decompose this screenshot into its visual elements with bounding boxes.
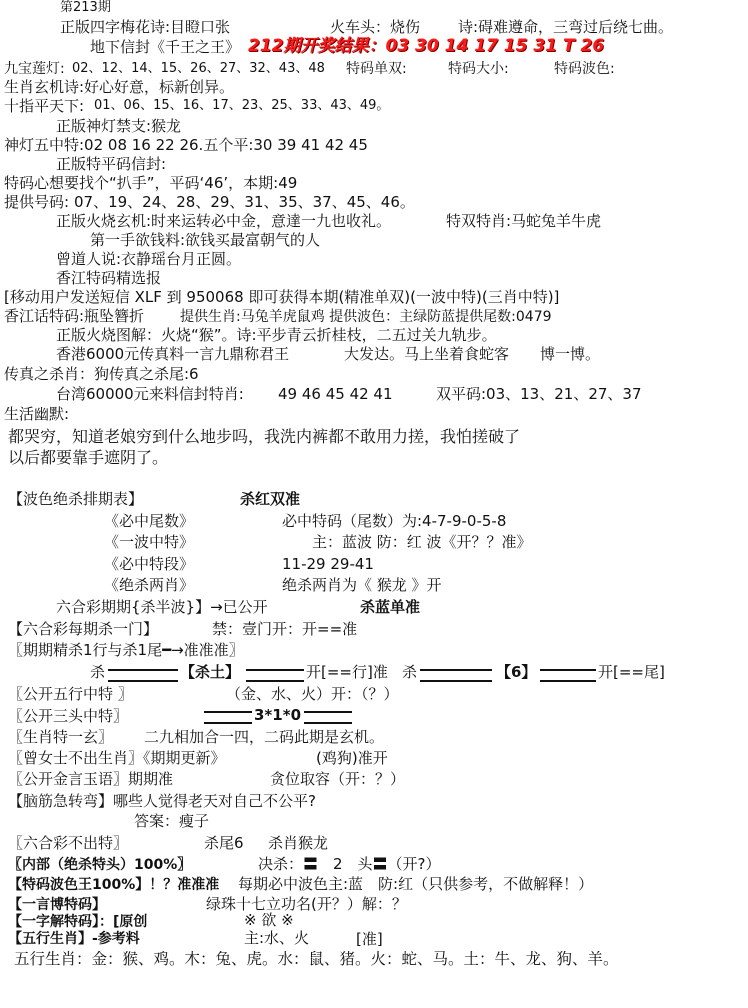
double-rule-5: [204, 711, 252, 724]
first-hand-material: 第一手欲钱料:欲钱买最富朝气的人: [90, 231, 321, 249]
lottery-result-banner: 212期开奖结果：03 30 14 17 15 31 T 26: [248, 36, 605, 56]
kill-text-a: 杀: [90, 663, 106, 681]
one-word-label: 【一言博特码】: [8, 897, 106, 913]
hongkong-fax-3: 博一博。: [540, 345, 601, 363]
special-big-small: 特码大小:: [448, 61, 509, 77]
no-special-label: 〖六合彩不出特〗: [8, 834, 129, 852]
one-wave-label: 《一波中特》: [104, 533, 195, 551]
provided-numbers-label: 提供号码:: [4, 193, 70, 211]
kill-blue-tag: 杀蓝单准: [360, 598, 421, 616]
three-head-value: 3*1*0: [254, 706, 301, 724]
double-rule-6: [304, 711, 352, 724]
hongkong-fax-2: 大发达。马上坐着食蛇客: [344, 345, 510, 363]
kill-one-gate-label: 【六合彩每期杀一门】: [8, 620, 159, 638]
provided-numbers: 07、19、24、28、29、31、35、37、45、46。: [74, 193, 415, 211]
fax-kill: 传真之杀肖：狗传真之杀尾:6: [4, 365, 199, 383]
sacred-lamp-forbidden: 正版神灯禁支:猴龙: [56, 117, 182, 135]
kill-earth: 【杀土】: [180, 663, 241, 681]
nine-lotus-lamp-numbers: 02、12、14、15、26、27、32、43、48: [72, 61, 325, 76]
wave-king-value: 每期必中波色主:蓝 防:红（只供参考，不做解释！）: [238, 875, 594, 893]
fire-mystery: 正版火烧玄机:时来运转必中金，意達一九也收礼。: [56, 212, 392, 230]
double-rule-3: [420, 669, 492, 682]
double-flat-code: 双平码:03、13、21、27、37: [436, 385, 642, 403]
open-tail: 开[==尾]: [598, 663, 665, 681]
one-word-value: 绿珠十七立功名(开？）解：？: [206, 895, 407, 913]
xiangjiang-selection: 香江特码精选报: [56, 269, 162, 287]
zodiac-mystery-poem: 生肖玄机诗:好心好意，标新创异。: [4, 78, 235, 96]
kill-two-zodiac-label: 《绝杀两肖》: [104, 576, 195, 594]
kill-one-gate-value: 禁：壹门开：开==准: [212, 620, 358, 638]
brain-teaser: 【脑筋急转弯】哪些人觉得老天对自己不公平?: [8, 792, 316, 810]
nine-lotus-lamp-label: 九宝莲灯:: [4, 61, 65, 77]
kill-row-tail-title: 〖期期精杀1行与杀1尾━→准准准〗: [8, 641, 244, 659]
golden-words-value: 贪位取容（开：？）: [270, 770, 406, 788]
plum-poem: 诗:碍难遵命，三弯过后绕七曲。: [458, 18, 674, 36]
issue-number: 第213期: [60, 0, 111, 15]
one-char-label: 【一字解特码】：[原创: [8, 914, 148, 930]
special-flat-envelope: 正版特平码信封:: [56, 155, 167, 173]
kill-two-zodiac-value: 绝杀两肖为《 猴龙 》开: [282, 576, 442, 594]
double-rule-4: [540, 669, 596, 682]
must-tail-label: 《必中尾数》: [104, 512, 195, 530]
one-char-value: ※ 欲 ※: [244, 911, 294, 929]
zodiac-mystery-value: 二九相加合一四，二码此期是玄机。: [144, 728, 385, 746]
train-head: 火车头：烧伤: [330, 18, 421, 36]
ms-zeng-value: (鸡狗)准开: [316, 749, 388, 767]
special-segment-label: 《必中特段》: [104, 555, 195, 573]
double-rule-2: [246, 669, 304, 682]
hongkong-fax: 香港6000元传真料一言九鼎称君王: [56, 345, 290, 363]
special-wish-line: 特码心想要找个“扒手”，平码‘46’，本期:49: [4, 174, 298, 192]
kill-half-wave: 六合彩期期{杀半波}】→已公开: [56, 598, 268, 616]
ms-zeng-label: 〖曾女士不出生肖〗《期期更新》: [8, 749, 226, 767]
open-element: 开[==行]准: [306, 663, 388, 681]
zodiac-mystery-label: 〖生肖特一玄〗: [8, 728, 114, 746]
special-odd-even: 特码单双:: [346, 61, 407, 77]
one-wave-value: 主：蓝波 防：红 波《开？？准》: [312, 533, 532, 551]
must-tail-value: 必中特码（尾数）为:4-7-9-0-5-8: [282, 512, 507, 530]
ten-fingers-numbers: 01、06、15、16、17、23、25、33、43、49。: [94, 98, 390, 113]
three-head-label: 〖公开三头中特〗: [8, 707, 129, 725]
double-rule-1: [108, 669, 178, 682]
plum-poem-title: 正版四字梅花诗:目瞪口张: [60, 18, 231, 36]
accurate-tag: [准]: [356, 930, 383, 948]
underground-envelope: 地下信封《千王之王》: [90, 38, 241, 56]
mobile-sms-notice: [移动用户发送短信 XLF 到 950068 即可获得本期(精准单双)(一波中特)(三肖中特)]: [4, 288, 560, 306]
xiangjiang-special-code: 香江话特码:瓶坠簪折: [4, 307, 145, 325]
fire-illustration: 正版火烧图解：火烧“猴”。诗:平步青云折桂枝，二五过关九轨步。: [56, 326, 497, 344]
five-element-zodiac-label: 【五行生肖】-参考料: [8, 931, 140, 947]
special-segment-value: 11-29 29-41: [282, 555, 374, 573]
kill-six: 【6】: [496, 663, 537, 681]
five-element-value: （金、水、火）开：（？）: [226, 685, 399, 703]
golden-words-label: 〖公开金言玉语〗期期准: [8, 770, 174, 788]
zeng-daoren-says: 曾道人说:衣静瑶台月正圆。: [56, 250, 242, 268]
taiwan-envelope-numbers: 49 46 45 42 41: [278, 385, 393, 403]
ten-fingers-label: 十指平天下:: [4, 97, 85, 115]
five-element-label: 〖公开五行中特 〗: [8, 685, 133, 703]
internal-kill-label: 〖内部（绝杀特头）100%〗: [8, 857, 192, 873]
joke-line-1: 都哭穷，知道老娘穷到什么地步吗，我洗内裤都不敢用力搓，我怕搓破了: [8, 427, 521, 446]
no-special-value: 杀尾6: [204, 834, 244, 852]
no-special-value-2: 杀肖猴龙: [268, 834, 329, 852]
taiwan-envelope-label: 台湾60000元来料信封特肖:: [56, 385, 244, 403]
kill-text-b: 杀: [402, 663, 418, 681]
internal-kill-value: 决杀：〓 2 头〓（开?）: [258, 855, 441, 873]
special-double-zodiac: 特双特肖:马蛇兔羊牛虎: [446, 212, 602, 230]
wave-king-label: 【特码波色王100%】！？准准准: [8, 877, 220, 893]
kill-red-tag: 杀红双准: [240, 490, 301, 508]
joke-line-2: 以后都要靠手遮阴了。: [8, 448, 169, 467]
life-humor-label: 生活幽默:: [4, 405, 70, 423]
special-wave-color: 特码波色:: [554, 61, 615, 77]
brain-teaser-answer: 答案：瘦子: [134, 812, 210, 830]
five-element-zodiac-list: 五行生肖：金：猴、鸡。木：兔、虎。水：鼠、猪。火：蛇、马。土：牛、龙、狗、羊。: [14, 950, 619, 968]
wave-kill-table-title: 【波色绝杀排期表】: [8, 490, 144, 508]
five-element-zodiac-value: 主:水、火: [244, 929, 310, 947]
sacred-lamp-five: 神灯五中特:02 08 16 22 26.五个平:30 39 41 42 45: [4, 136, 368, 154]
provided-zodiac-line: 提供生肖:马兔羊虎鼠鸡 提供波色：主绿防蓝提供尾数:0479: [180, 309, 552, 325]
